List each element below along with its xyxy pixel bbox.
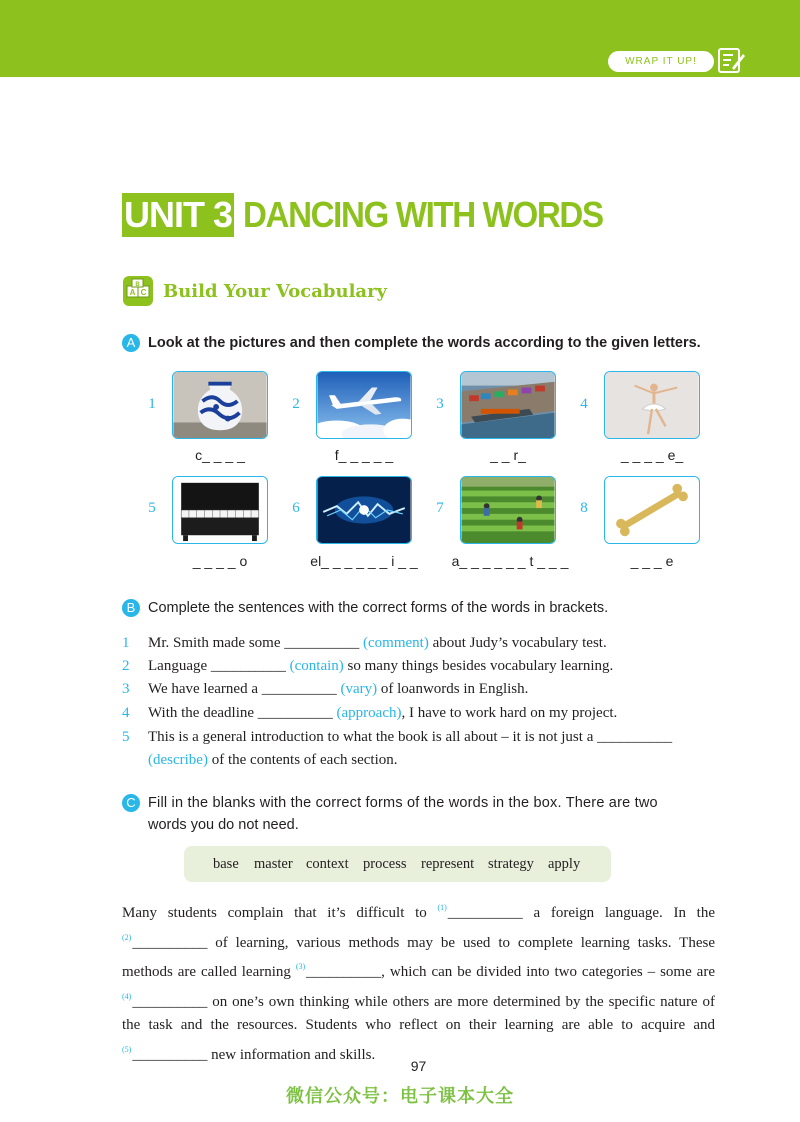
blank-marker: (1) [437,903,447,912]
word-cue: (contain) [289,658,344,674]
picture-frame [460,371,556,439]
sentence: We have learned a __________ (vary) of loanwords in English. [148,681,529,697]
box-word: represent [421,856,475,872]
box-word: apply [548,856,581,872]
sentence: Mr. Smith made some __________ (comment) about Judy’s vocabulary test. [148,635,607,651]
word-hint: f_ _ _ _ _ [334,447,394,463]
picture-number: 8 [580,500,588,516]
page-number: 97 [410,1058,427,1074]
airplane-icon [317,372,411,438]
box-word: strategy [488,856,534,872]
word-cue: (approach) [336,705,402,721]
ballet-dancer-icon [605,372,699,438]
picture-number: 4 [580,396,588,412]
picture-number: 7 [436,500,444,516]
svg-text:C: C [140,288,147,297]
sentence-number: 4 [122,705,130,721]
svg-text:A: A [129,288,136,297]
unit-title: DANCING WITH WORDS [243,194,603,235]
word-cue: (vary) [340,681,378,697]
porcelain-vase-icon [173,372,267,438]
sentence-number: 3 [122,681,130,697]
picture-frame [172,476,268,544]
word-hint: _ _ r_ [490,447,526,463]
box-word: master [254,856,293,872]
abc-blocks-icon [121,274,155,308]
bone-icon [605,477,699,543]
wrap-it-up-badge: WRAP IT UP! [608,51,714,72]
section-c-instruction: Fill in the blanks with the correct forms of the words in the box. There are two [148,795,658,811]
picture-number: 1 [148,396,156,412]
cloze-paragraph: Many students complain that it’s difficult to $^{(1)}$__________ a foreign language. In the $^{(2)}$__________ of learning, various methods may be used to complete learning tasks. These methods are called learning $^{(3)}$__________, which can be divided into two categories – some are $^{(4)}$__________ on one’s own thinking while others are more determined by the specific nature of the task and the resources. Students who reflect on their learning are able to acquire and $^{(5)}$__________ new information and skills. [122,903,716,1063]
word-hint: _ _ _ _ o [192,553,248,569]
harbour-port-icon [461,372,555,438]
section-a-badge: A [122,334,140,352]
word-cue: (comment) [363,635,429,651]
blank-marker: (4) [122,991,132,1001]
picture-number: 5 [148,500,156,516]
picture-frame [460,476,556,544]
blank-marker: (5) [122,1044,132,1054]
sentence: Language __________ (contain) so many things besides vocabulary learning. [148,658,614,674]
section-b-badge: B [122,599,140,617]
sentence-number: 1 [122,635,130,651]
section-c-badge: C [122,794,140,812]
sentence-continuation: (describe) of the contents of each section. [148,752,398,768]
piano-icon [173,477,267,543]
picture-number: 2 [292,396,300,412]
section-b-instruction: Complete the sentences with the correct forms of the words in brackets. [148,600,609,616]
picture-frame [172,371,268,439]
blank-marker: (2) [122,932,132,942]
sentence: With the deadline __________ (approach), I have to work hard on my project. [148,705,618,721]
sentence-number: 2 [122,658,130,674]
picture-frame [316,476,412,544]
word-hint: _ _ _ _ e_ [620,447,684,463]
blank-marker: (3) [295,962,306,971]
section-title: Build Your Vocabulary [163,281,388,302]
electricity-icon [317,477,411,543]
picture-number: 6 [292,500,300,516]
picture-number: 3 [436,396,444,412]
word-hint: c_ _ _ _ [195,447,245,463]
svg-text:B: B [135,282,140,288]
picture-frame [316,371,412,439]
box-word: base [213,856,239,872]
word-hint: el_ _ _ _ _ _ i _ _ [310,553,418,569]
word-hint: _ _ _ e [630,553,674,569]
sentence: This is a general introduction to what the book is all about – it is not just a __________ [148,729,673,745]
picture-frame [604,476,700,544]
word-cue: (describe) [148,752,208,768]
box-word: process [363,856,407,872]
section-c-instruction-line2: words you do not need. [148,817,299,833]
box-word: context [306,856,349,872]
section-a-instruction: Look at the pictures and then complete the words according to the given letters. [148,335,701,351]
sentence-number: 5 [122,729,130,745]
picture-frame [604,371,700,439]
farm-field-icon [461,477,555,543]
checklist-icon [718,48,746,74]
word-hint: a_ _ _ _ _ _ t _ _ _ [451,553,569,569]
unit-label: UNIT 3 [123,194,232,235]
footer-watermark: 微信公众号：电子课本大全 [286,1086,514,1107]
